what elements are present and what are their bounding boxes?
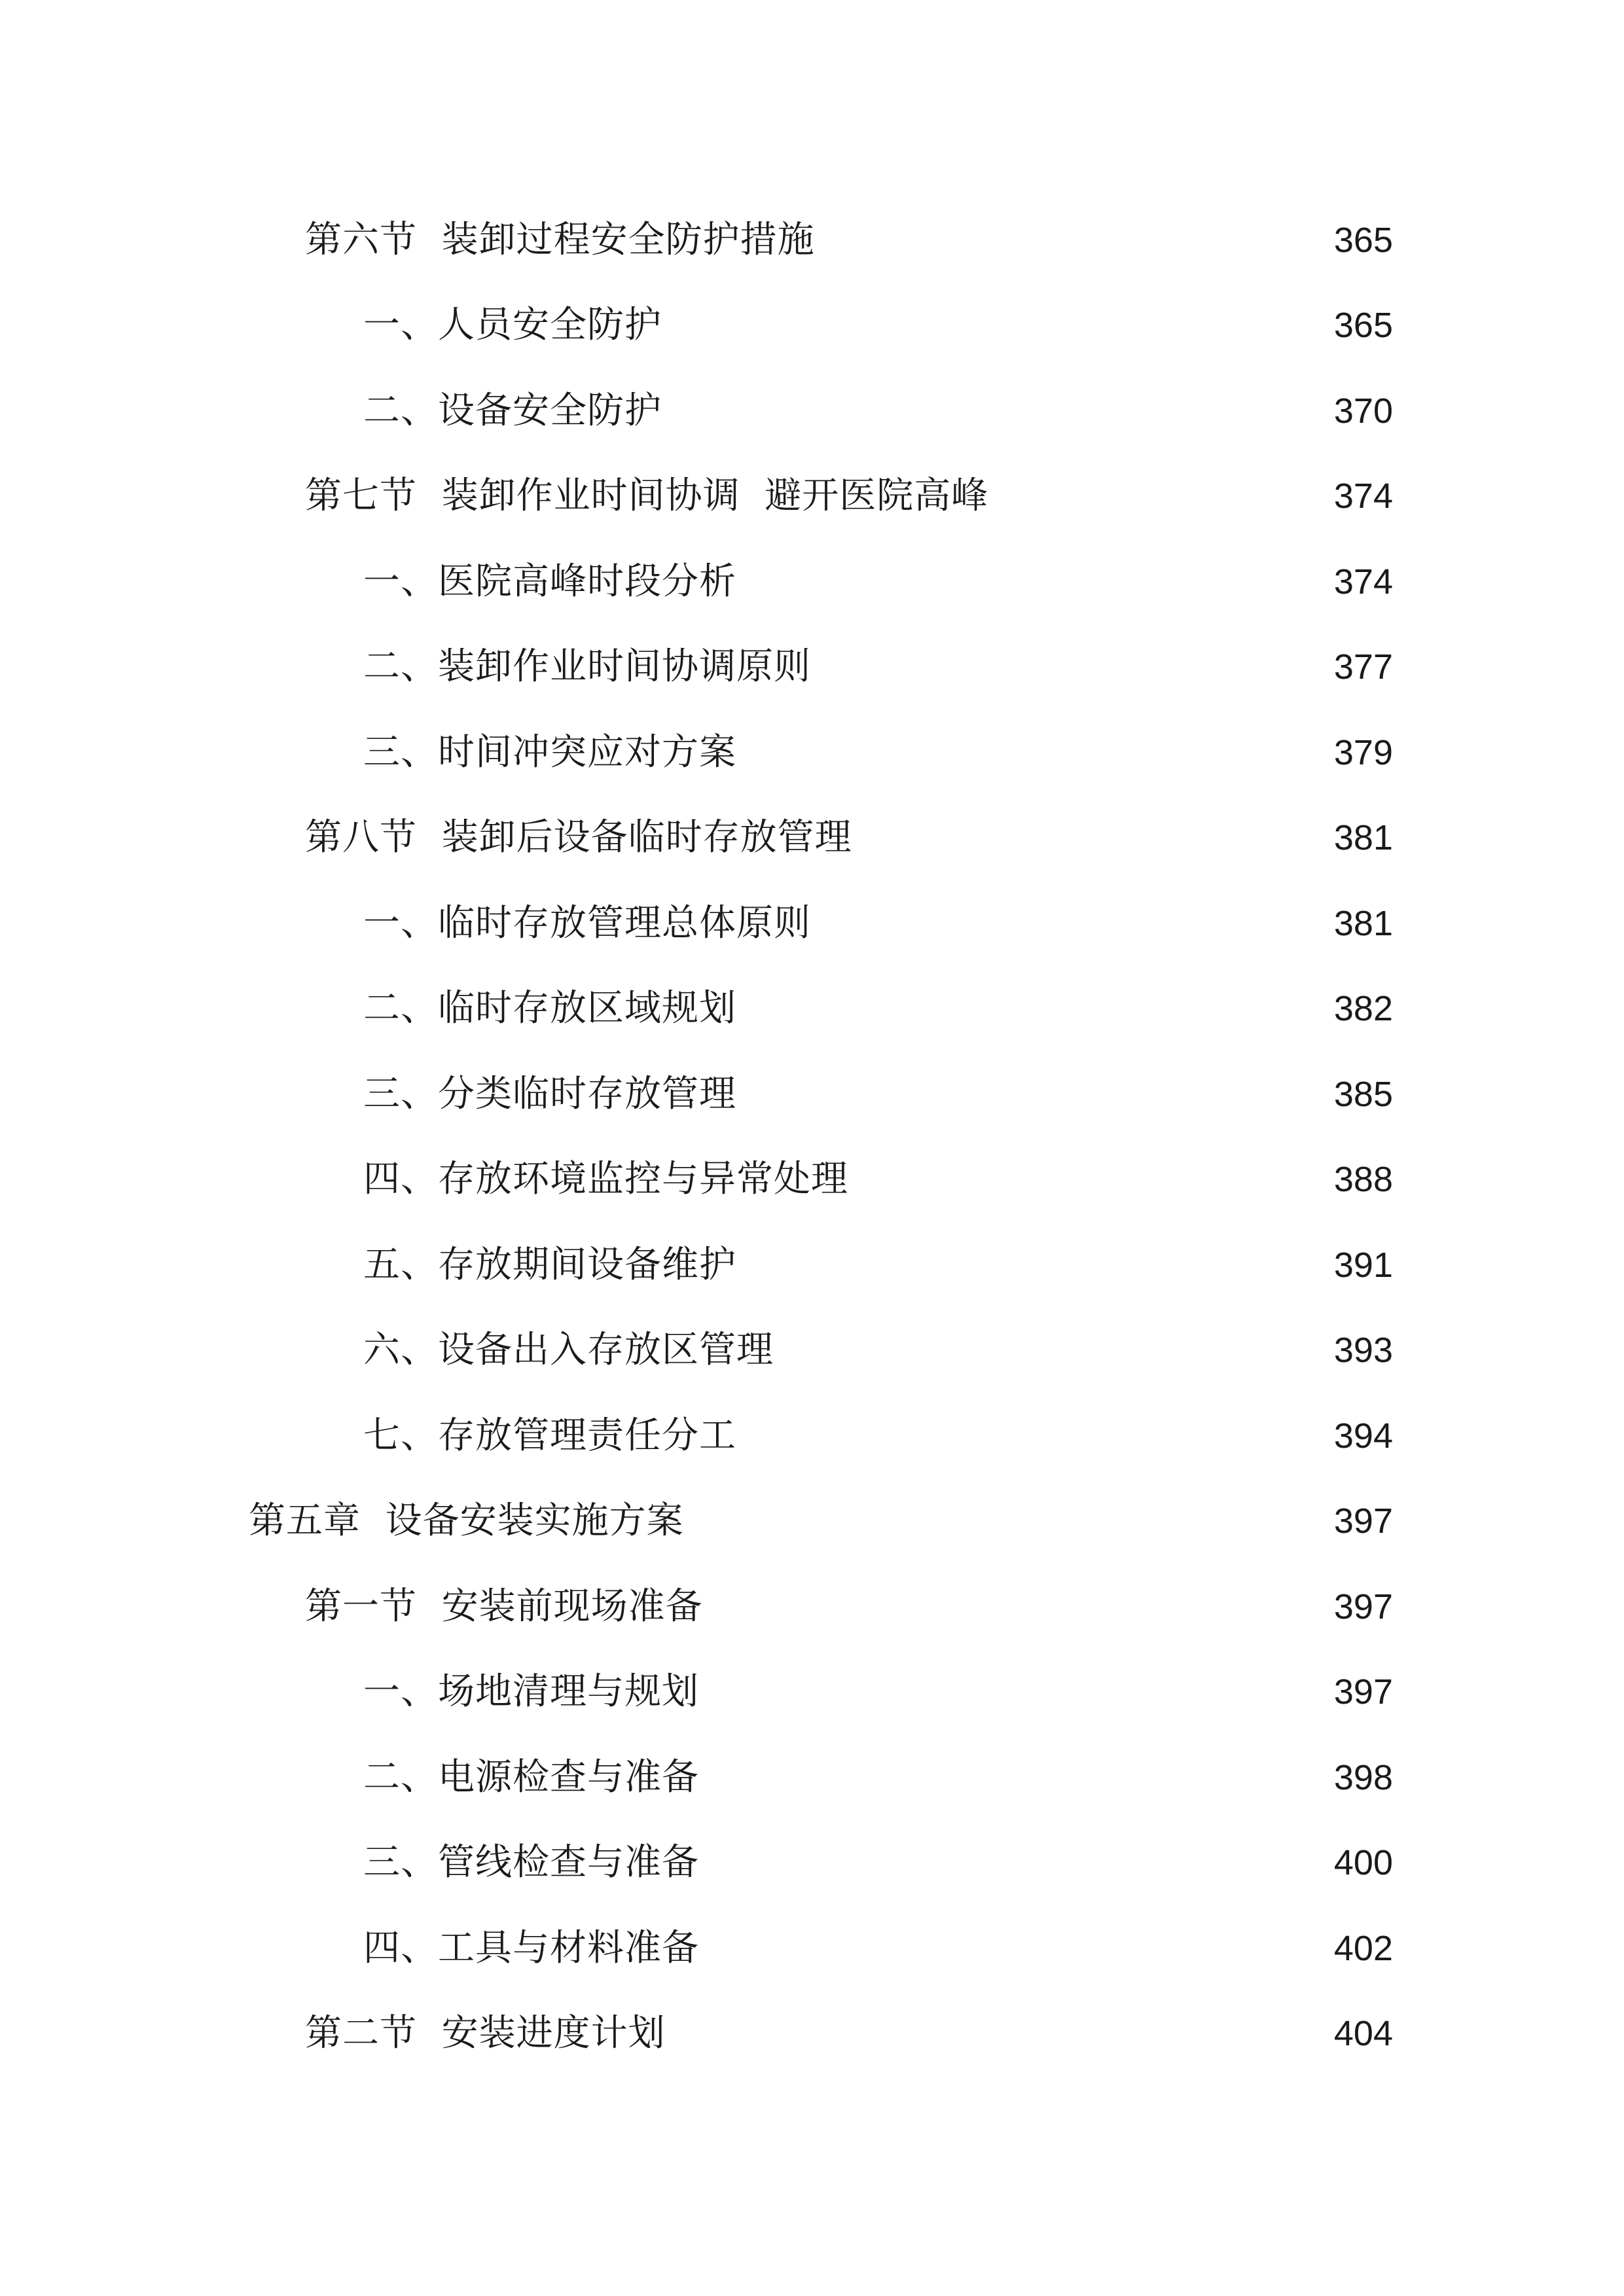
toc-entry-page-number: 374	[1333, 562, 1393, 601]
toc-entry-page-number: 397	[1333, 1501, 1393, 1541]
toc-entry-page-number: 374	[1333, 476, 1393, 516]
toc-entry-title: 第七节 装卸作业时间协调 避开医院高峰	[305, 475, 989, 517]
toc-entry-item[interactable]	[0, 1058, 1624, 1130]
toc-entry-title: 三、分类临时存放管理	[363, 1073, 736, 1115]
toc-entry-item[interactable]	[0, 1143, 1624, 1215]
toc-entry-item[interactable]	[0, 631, 1624, 703]
toc-entry-item[interactable]	[0, 1656, 1624, 1728]
toc-entry-section[interactable]	[0, 802, 1624, 874]
toc-entry-title: 二、装卸作业时间协调原则	[363, 645, 811, 688]
toc-entry-item[interactable]	[0, 1229, 1624, 1301]
toc-entry-page-number: 397	[1333, 1672, 1393, 1712]
toc-entry-page-number: 404	[1333, 2014, 1393, 2053]
toc-entry-title: 三、时间冲突应对方案	[363, 731, 736, 774]
toc-entry-section[interactable]	[0, 204, 1624, 276]
toc-entry-title: 第五章 设备安装实施方案	[249, 1499, 684, 1542]
toc-entry-title: 第六节 装卸过程安全防护措施	[305, 219, 815, 261]
toc-entry-title: 二、临时存放区域规划	[363, 987, 736, 1030]
toc-entry-item[interactable]	[0, 973, 1624, 1045]
toc-entry-page-number: 365	[1333, 306, 1393, 345]
toc-entry-section[interactable]	[0, 1571, 1624, 1643]
toc-entry-section[interactable]	[0, 460, 1624, 532]
toc-entry-title: 一、人员安全防护	[363, 304, 662, 346]
toc-entry-title: 第一节 安装前现场准备	[305, 1585, 703, 1628]
toc-entry-section[interactable]	[0, 1998, 1624, 2070]
toc-entry-page-number: 394	[1333, 1416, 1393, 1456]
toc-entry-page-number: 381	[1333, 818, 1393, 857]
toc-entry-title: 五、存放期间设备维护	[363, 1244, 736, 1286]
toc-entry-title: 二、电源检查与准备	[363, 1756, 699, 1799]
toc-entry-page-number: 381	[1333, 904, 1393, 943]
toc-entry-page-number: 398	[1333, 1758, 1393, 1797]
toc-entry-title: 第二节 安装进度计划	[305, 2012, 666, 2054]
toc-entry-chapter[interactable]	[0, 1485, 1624, 1557]
toc-entry-page-number: 393	[1333, 1331, 1393, 1370]
toc-entry-page-number: 377	[1333, 647, 1393, 687]
toc-entry-item[interactable]	[0, 1912, 1624, 1984]
toc-entry-item[interactable]	[0, 1400, 1624, 1472]
toc-entry-item[interactable]	[0, 1827, 1624, 1899]
toc-entry-page-number: 382	[1333, 989, 1393, 1028]
toc-entry-page-number: 391	[1333, 1246, 1393, 1285]
toc-entry-title: 四、工具与材料准备	[363, 1927, 699, 1969]
toc-entry-title: 六、设备出入存放区管理	[363, 1329, 774, 1371]
toc-entry-item[interactable]	[0, 1742, 1624, 1814]
toc-entry-page-number: 370	[1333, 391, 1393, 431]
toc-entry-page-number: 388	[1333, 1160, 1393, 1199]
toc-entry-page-number: 400	[1333, 1843, 1393, 1882]
toc-entry-item[interactable]	[0, 546, 1624, 618]
toc-entry-item[interactable]	[0, 375, 1624, 447]
toc-entry-item[interactable]	[0, 1314, 1624, 1386]
toc-entry-page-number: 402	[1333, 1929, 1393, 1968]
toc-entry-title: 第八节 装卸后设备临时存放管理	[305, 816, 852, 859]
toc-entry-item[interactable]	[0, 717, 1624, 789]
toc-entry-page-number: 385	[1333, 1075, 1393, 1114]
toc-entry-page-number: 379	[1333, 733, 1393, 772]
toc-entry-item[interactable]	[0, 888, 1624, 960]
toc-entry-title: 七、存放管理责任分工	[363, 1414, 736, 1457]
toc-entry-title: 二、设备安全防护	[363, 389, 662, 432]
toc-entry-page-number: 397	[1333, 1587, 1393, 1626]
toc-entry-title: 三、管线检查与准备	[363, 1841, 699, 1884]
toc-entry-item[interactable]	[0, 289, 1624, 361]
toc-entry-title: 一、场地清理与规划	[363, 1670, 699, 1713]
toc-entry-title: 一、临时存放管理总体原则	[363, 902, 811, 944]
toc-entry-title: 一、医院高峰时段分析	[363, 560, 736, 603]
toc-entry-page-number: 365	[1333, 221, 1393, 260]
toc-entry-title: 四、存放环境监控与异常处理	[363, 1158, 848, 1200]
